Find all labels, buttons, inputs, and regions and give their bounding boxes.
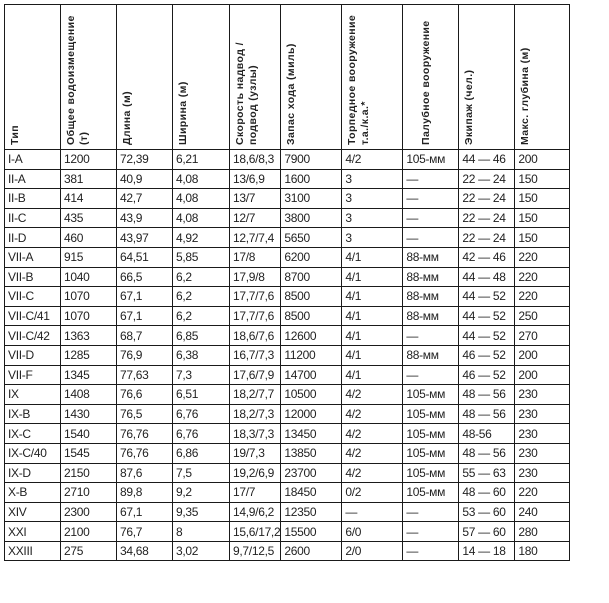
cell-crew: 44 — 48 bbox=[459, 267, 515, 287]
cell-torpedo-armament: 4/1 bbox=[342, 326, 403, 346]
cell-range: 12000 bbox=[281, 404, 342, 424]
cell-displacement: 381 bbox=[61, 169, 117, 189]
cell-range: 8500 bbox=[281, 287, 342, 307]
cell-max-depth: 220 bbox=[515, 287, 570, 307]
cell-speed: 18,6/7,6 bbox=[230, 326, 281, 346]
cell-speed: 18,2/7,3 bbox=[230, 404, 281, 424]
cell-crew: 22 — 24 bbox=[459, 208, 515, 228]
cell-length: 43,9 bbox=[117, 208, 173, 228]
cell-range: 14700 bbox=[281, 365, 342, 385]
cell-range: 1600 bbox=[281, 169, 342, 189]
column-header-label: Запас хода (миль) bbox=[285, 43, 298, 145]
cell-speed: 18,2/7,7 bbox=[230, 385, 281, 405]
cell-torpedo-armament: 4/2 bbox=[342, 424, 403, 444]
cell-beam: 6,2 bbox=[173, 287, 230, 307]
cell-speed: 17,9/8 bbox=[230, 267, 281, 287]
cell-speed: 9,7/12,5 bbox=[230, 541, 281, 561]
table-row bbox=[5, 326, 570, 346]
cell-length: 67,1 bbox=[117, 287, 173, 307]
cell-max-depth: 150 bbox=[515, 228, 570, 248]
table-row bbox=[5, 365, 570, 385]
cell-range: 13450 bbox=[281, 424, 342, 444]
cell-speed: 17/7 bbox=[230, 483, 281, 503]
cell-deck-armament: 88-мм bbox=[403, 287, 459, 307]
cell-range: 10500 bbox=[281, 385, 342, 405]
cell-torpedo-armament: 4/2 bbox=[342, 150, 403, 170]
cell-speed: 13/6,9 bbox=[230, 169, 281, 189]
cell-crew: 22 — 24 bbox=[459, 189, 515, 209]
cell-type: VII-A bbox=[5, 247, 61, 267]
cell-max-depth: 150 bbox=[515, 208, 570, 228]
cell-max-depth: 230 bbox=[515, 463, 570, 483]
column-header-speed bbox=[230, 5, 281, 150]
column-header-length bbox=[117, 5, 173, 150]
cell-type: IX bbox=[5, 385, 61, 405]
cell-range: 3100 bbox=[281, 189, 342, 209]
cell-length: 34,68 bbox=[117, 541, 173, 561]
column-header-beam bbox=[173, 5, 230, 150]
cell-torpedo-armament: 6/0 bbox=[342, 522, 403, 542]
cell-length: 43,97 bbox=[117, 228, 173, 248]
cell-type: IX-B bbox=[5, 404, 61, 424]
cell-beam: 8 bbox=[173, 522, 230, 542]
cell-max-depth: 220 bbox=[515, 267, 570, 287]
cell-type: VII-C/41 bbox=[5, 306, 61, 326]
cell-beam: 9,35 bbox=[173, 502, 230, 522]
cell-max-depth: 280 bbox=[515, 522, 570, 542]
cell-length: 67,1 bbox=[117, 502, 173, 522]
cell-max-depth: 220 bbox=[515, 247, 570, 267]
cell-range: 23700 bbox=[281, 463, 342, 483]
cell-type: X-B bbox=[5, 483, 61, 503]
cell-displacement: 460 bbox=[61, 228, 117, 248]
cell-crew: 14 — 18 bbox=[459, 541, 515, 561]
cell-type: VII-B bbox=[5, 267, 61, 287]
cell-deck-armament: 88-мм bbox=[403, 247, 459, 267]
cell-crew: 48 — 56 bbox=[459, 404, 515, 424]
cell-deck-armament: 88-мм bbox=[403, 345, 459, 365]
cell-displacement: 2300 bbox=[61, 502, 117, 522]
cell-max-depth: 270 bbox=[515, 326, 570, 346]
cell-max-depth: 230 bbox=[515, 385, 570, 405]
cell-range: 12350 bbox=[281, 502, 342, 522]
cell-length: 77,63 bbox=[117, 365, 173, 385]
cell-type: II-B bbox=[5, 189, 61, 209]
cell-length: 67,1 bbox=[117, 306, 173, 326]
cell-max-depth: 200 bbox=[515, 345, 570, 365]
column-header-label: Ширина (м) bbox=[177, 81, 189, 145]
table-row bbox=[5, 208, 570, 228]
cell-deck-armament: — bbox=[403, 502, 459, 522]
cell-speed: 12,7/7,4 bbox=[230, 228, 281, 248]
cell-torpedo-armament: 4/1 bbox=[342, 345, 403, 365]
column-header-torpedo-armament bbox=[342, 5, 403, 150]
table-row bbox=[5, 443, 570, 463]
column-header-label: Торпедное вооружение т.а./к.а.* bbox=[346, 14, 372, 145]
cell-length: 66,5 bbox=[117, 267, 173, 287]
table-row bbox=[5, 385, 570, 405]
cell-crew: 22 — 24 bbox=[459, 228, 515, 248]
cell-max-depth: 180 bbox=[515, 541, 570, 561]
cell-crew: 48 — 60 bbox=[459, 483, 515, 503]
cell-type: VII-D bbox=[5, 345, 61, 365]
cell-max-depth: 220 bbox=[515, 483, 570, 503]
cell-speed: 17/8 bbox=[230, 247, 281, 267]
cell-max-depth: 250 bbox=[515, 306, 570, 326]
column-header-label: Макс. глубина (м) bbox=[519, 47, 532, 145]
cell-torpedo-armament: 4/1 bbox=[342, 247, 403, 267]
table-row bbox=[5, 287, 570, 307]
column-header-deck-armament bbox=[403, 5, 459, 150]
cell-speed: 16,7/7,3 bbox=[230, 345, 281, 365]
cell-crew: 48-56 bbox=[459, 424, 515, 444]
cell-range: 7900 bbox=[281, 150, 342, 170]
cell-length: 40,9 bbox=[117, 169, 173, 189]
cell-crew: 53 — 60 bbox=[459, 502, 515, 522]
cell-length: 42,7 bbox=[117, 189, 173, 209]
header-row bbox=[5, 5, 570, 150]
cell-displacement: 1070 bbox=[61, 287, 117, 307]
cell-torpedo-armament: 3 bbox=[342, 228, 403, 248]
cell-beam: 4,08 bbox=[173, 208, 230, 228]
cell-type: I-A bbox=[5, 150, 61, 170]
table-row bbox=[5, 150, 570, 170]
cell-speed: 15,6/17,2 bbox=[230, 522, 281, 542]
cell-max-depth: 150 bbox=[515, 189, 570, 209]
column-header-range bbox=[281, 5, 342, 150]
cell-displacement: 2150 bbox=[61, 463, 117, 483]
cell-crew: 44 — 46 bbox=[459, 150, 515, 170]
cell-deck-armament: 88-мм bbox=[403, 306, 459, 326]
cell-torpedo-armament: 4/2 bbox=[342, 443, 403, 463]
cell-displacement: 435 bbox=[61, 208, 117, 228]
cell-torpedo-armament: 4/2 bbox=[342, 404, 403, 424]
cell-max-depth: 150 bbox=[515, 169, 570, 189]
cell-displacement: 1430 bbox=[61, 404, 117, 424]
cell-beam: 4,92 bbox=[173, 228, 230, 248]
cell-range: 18450 bbox=[281, 483, 342, 503]
cell-length: 76,76 bbox=[117, 443, 173, 463]
cell-speed: 14,9/6,2 bbox=[230, 502, 281, 522]
cell-type: VII-C bbox=[5, 287, 61, 307]
cell-crew: 57 — 60 bbox=[459, 522, 515, 542]
cell-torpedo-armament: 3 bbox=[342, 208, 403, 228]
cell-deck-armament: — bbox=[403, 522, 459, 542]
table-row bbox=[5, 522, 570, 542]
table-row bbox=[5, 306, 570, 326]
cell-speed: 17,7/7,6 bbox=[230, 306, 281, 326]
cell-speed: 17,7/7,6 bbox=[230, 287, 281, 307]
cell-speed: 19/7,3 bbox=[230, 443, 281, 463]
cell-displacement: 2710 bbox=[61, 483, 117, 503]
cell-type: IX-C/40 bbox=[5, 443, 61, 463]
cell-displacement: 1363 bbox=[61, 326, 117, 346]
table-row bbox=[5, 424, 570, 444]
cell-deck-armament: 105-мм bbox=[403, 150, 459, 170]
cell-torpedo-armament: 2/0 bbox=[342, 541, 403, 561]
cell-deck-armament: 105-мм bbox=[403, 385, 459, 405]
cell-crew: 55 — 63 bbox=[459, 463, 515, 483]
cell-range: 6200 bbox=[281, 247, 342, 267]
cell-range: 5650 bbox=[281, 228, 342, 248]
cell-beam: 6,76 bbox=[173, 404, 230, 424]
cell-type: VII-F bbox=[5, 365, 61, 385]
cell-displacement: 1070 bbox=[61, 306, 117, 326]
cell-length: 64,51 bbox=[117, 247, 173, 267]
cell-beam: 6,85 bbox=[173, 326, 230, 346]
cell-length: 76,76 bbox=[117, 424, 173, 444]
cell-length: 87,6 bbox=[117, 463, 173, 483]
cell-max-depth: 230 bbox=[515, 443, 570, 463]
cell-beam: 7,3 bbox=[173, 365, 230, 385]
cell-range: 8500 bbox=[281, 306, 342, 326]
cell-crew: 44 — 52 bbox=[459, 326, 515, 346]
cell-type: VII-C/42 bbox=[5, 326, 61, 346]
cell-displacement: 1040 bbox=[61, 267, 117, 287]
cell-length: 68,7 bbox=[117, 326, 173, 346]
cell-type: XXIII bbox=[5, 541, 61, 561]
cell-speed: 13/7 bbox=[230, 189, 281, 209]
column-header-label: Тип bbox=[9, 124, 21, 145]
cell-displacement: 1545 bbox=[61, 443, 117, 463]
cell-crew: 44 — 52 bbox=[459, 306, 515, 326]
cell-torpedo-armament: 4/2 bbox=[342, 385, 403, 405]
cell-crew: 22 — 24 bbox=[459, 169, 515, 189]
cell-speed: 17,6/7,9 bbox=[230, 365, 281, 385]
cell-type: II-D bbox=[5, 228, 61, 248]
cell-range: 13850 bbox=[281, 443, 342, 463]
cell-length: 76,7 bbox=[117, 522, 173, 542]
cell-displacement: 1200 bbox=[61, 150, 117, 170]
cell-type: XXI bbox=[5, 522, 61, 542]
cell-torpedo-armament: — bbox=[342, 502, 403, 522]
cell-torpedo-armament: 3 bbox=[342, 169, 403, 189]
cell-displacement: 915 bbox=[61, 247, 117, 267]
cell-torpedo-armament: 4/1 bbox=[342, 267, 403, 287]
cell-speed: 19,2/6,9 bbox=[230, 463, 281, 483]
cell-beam: 9,2 bbox=[173, 483, 230, 503]
cell-torpedo-armament: 4/2 bbox=[342, 463, 403, 483]
cell-range: 11200 bbox=[281, 345, 342, 365]
column-header-crew bbox=[459, 5, 515, 150]
cell-crew: 46 — 52 bbox=[459, 345, 515, 365]
cell-crew: 46 — 52 bbox=[459, 365, 515, 385]
cell-speed: 12/7 bbox=[230, 208, 281, 228]
cell-deck-armament: 105-мм bbox=[403, 424, 459, 444]
cell-max-depth: 240 bbox=[515, 502, 570, 522]
cell-speed: 18,6/8,3 bbox=[230, 150, 281, 170]
cell-length: 89,8 bbox=[117, 483, 173, 503]
cell-speed: 18,3/7,3 bbox=[230, 424, 281, 444]
cell-type: IX-C bbox=[5, 424, 61, 444]
table-row bbox=[5, 483, 570, 503]
cell-max-depth: 200 bbox=[515, 365, 570, 385]
cell-displacement: 1345 bbox=[61, 365, 117, 385]
cell-beam: 6,86 bbox=[173, 443, 230, 463]
table-row bbox=[5, 404, 570, 424]
cell-torpedo-armament: 4/1 bbox=[342, 287, 403, 307]
cell-deck-armament: 88-мм bbox=[403, 267, 459, 287]
cell-deck-armament: 105-мм bbox=[403, 463, 459, 483]
cell-beam: 6,51 bbox=[173, 385, 230, 405]
cell-displacement: 2100 bbox=[61, 522, 117, 542]
table-row bbox=[5, 345, 570, 365]
submarine-specs-table bbox=[4, 4, 570, 561]
cell-torpedo-armament: 4/1 bbox=[342, 365, 403, 385]
cell-type: II-C bbox=[5, 208, 61, 228]
table-row bbox=[5, 541, 570, 561]
cell-deck-armament: — bbox=[403, 189, 459, 209]
cell-beam: 6,76 bbox=[173, 424, 230, 444]
column-header-label: Длина (м) bbox=[121, 90, 133, 145]
cell-type: XIV bbox=[5, 502, 61, 522]
column-header-label: Экипаж (чел.) bbox=[463, 69, 476, 145]
cell-range: 3800 bbox=[281, 208, 342, 228]
cell-beam: 3,02 bbox=[173, 541, 230, 561]
cell-max-depth: 230 bbox=[515, 404, 570, 424]
cell-deck-armament: 105-мм bbox=[403, 404, 459, 424]
cell-type: II-A bbox=[5, 169, 61, 189]
cell-deck-armament: 105-мм bbox=[403, 443, 459, 463]
cell-range: 2600 bbox=[281, 541, 342, 561]
column-header-max-depth bbox=[515, 5, 570, 150]
cell-length: 76,5 bbox=[117, 404, 173, 424]
cell-deck-armament: — bbox=[403, 228, 459, 248]
table-row bbox=[5, 247, 570, 267]
cell-beam: 5,85 bbox=[173, 247, 230, 267]
cell-torpedo-armament: 0/2 bbox=[342, 483, 403, 503]
cell-length: 76,6 bbox=[117, 385, 173, 405]
table-row bbox=[5, 463, 570, 483]
table-row bbox=[5, 502, 570, 522]
cell-deck-armament: — bbox=[403, 365, 459, 385]
cell-beam: 6,2 bbox=[173, 267, 230, 287]
cell-torpedo-armament: 3 bbox=[342, 189, 403, 209]
cell-type: IX-D bbox=[5, 463, 61, 483]
column-header-label: Скорость надвод / подвод (узлы) bbox=[234, 42, 259, 145]
column-header-label: Общее водоизмещение (т) bbox=[65, 15, 90, 145]
cell-deck-armament: 105-мм bbox=[403, 483, 459, 503]
cell-deck-armament: — bbox=[403, 208, 459, 228]
column-header-label: Палубное вооружение bbox=[420, 20, 433, 145]
cell-displacement: 414 bbox=[61, 189, 117, 209]
cell-beam: 6,21 bbox=[173, 150, 230, 170]
cell-torpedo-armament: 4/1 bbox=[342, 306, 403, 326]
cell-crew: 44 — 52 bbox=[459, 287, 515, 307]
cell-deck-armament: — bbox=[403, 326, 459, 346]
cell-beam: 4,08 bbox=[173, 169, 230, 189]
table-body bbox=[5, 150, 570, 561]
cell-displacement: 275 bbox=[61, 541, 117, 561]
cell-max-depth: 230 bbox=[515, 424, 570, 444]
cell-length: 76,9 bbox=[117, 345, 173, 365]
cell-deck-armament: — bbox=[403, 541, 459, 561]
cell-range: 12600 bbox=[281, 326, 342, 346]
cell-range: 15500 bbox=[281, 522, 342, 542]
table-row bbox=[5, 267, 570, 287]
table-row bbox=[5, 189, 570, 209]
cell-beam: 7,5 bbox=[173, 463, 230, 483]
cell-beam: 6,2 bbox=[173, 306, 230, 326]
column-header-displacement bbox=[61, 5, 117, 150]
cell-max-depth: 200 bbox=[515, 150, 570, 170]
cell-beam: 6,38 bbox=[173, 345, 230, 365]
cell-beam: 4,08 bbox=[173, 189, 230, 209]
cell-crew: 48 — 56 bbox=[459, 443, 515, 463]
cell-length: 72,39 bbox=[117, 150, 173, 170]
cell-deck-armament: — bbox=[403, 169, 459, 189]
cell-displacement: 1540 bbox=[61, 424, 117, 444]
table-row bbox=[5, 228, 570, 248]
cell-range: 8700 bbox=[281, 267, 342, 287]
table-row bbox=[5, 169, 570, 189]
cell-crew: 48 — 56 bbox=[459, 385, 515, 405]
cell-crew: 42 — 46 bbox=[459, 247, 515, 267]
cell-displacement: 1408 bbox=[61, 385, 117, 405]
cell-displacement: 1285 bbox=[61, 345, 117, 365]
column-header-type bbox=[5, 5, 61, 150]
